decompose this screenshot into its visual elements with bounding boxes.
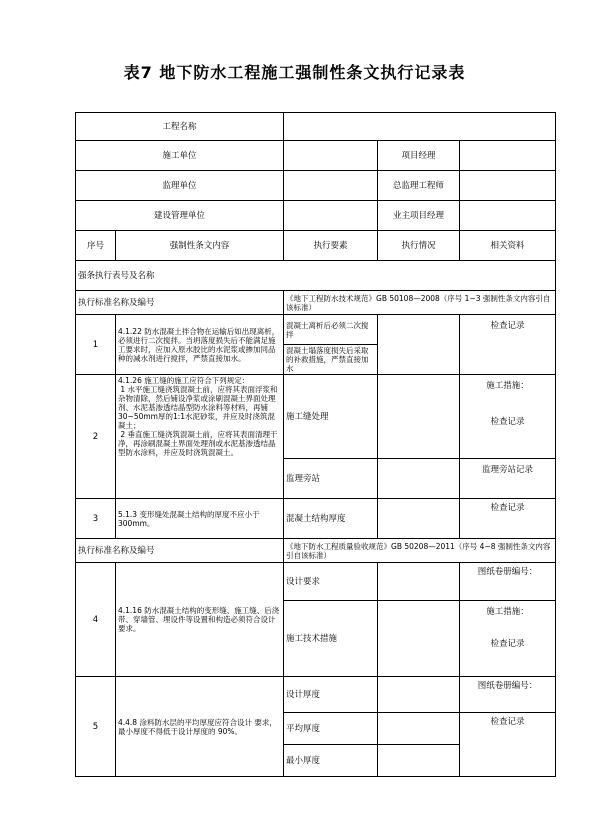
col-no: 序号: [76, 231, 116, 261]
row2-point1: 施工缝处理: [284, 375, 378, 459]
row2-doc-measures: 施工措施：: [486, 381, 529, 391]
owner-unit-label: 建设管理单位: [76, 201, 284, 231]
project-name-label: 工程名称: [76, 113, 284, 141]
row3-no: 3: [76, 499, 116, 539]
row5-doc-check: 检查记录: [460, 713, 556, 777]
owner-manager-value[interactable]: [460, 201, 556, 231]
row4-status2[interactable]: [378, 601, 460, 677]
row3-clause: 5.1.3 变形缝处混凝土结构的厚度不应小于 300mm。: [116, 499, 284, 539]
row1-status[interactable]: [378, 315, 460, 375]
col-clause: 强制性条文内容: [116, 231, 284, 261]
std2-value: 《地下防水工程质量验收规范》GB 50208—2011（序号 4~8 强制性条文内容引自该标准）: [284, 539, 556, 563]
row2-point2: 监理旁站: [284, 459, 378, 499]
row2-clause: 4.1.26 施工缝的施工应符合下列规定： 1 水平施工缝浇筑混凝土前，应将其表面浮浆和杂物清除，然后铺设净浆或涂刷混凝土界面处理剂、水泥基渗透结晶型防水涂料等材料，再铺30~50mm厚的1:1水泥砂浆，并应及时浇筑混凝土； 2 垂直施工缝浇筑混凝土前，应将其表面清理干净，再涂刷混凝土界面处理剂或水泥基渗透结晶型防水涂料，并应及时浇筑混凝土。: [116, 375, 284, 499]
row5-point3: 最小厚度: [284, 745, 378, 777]
row2-docs1: [460, 375, 556, 459]
row5-point1: 设计厚度: [284, 677, 378, 713]
col-points: 执行要素: [284, 231, 378, 261]
page-title: 表7 地下防水工程施工强制性条文执行记录表: [123, 63, 466, 82]
supervision-unit-value[interactable]: [284, 171, 378, 201]
row5-point2: 平均厚度: [284, 713, 378, 745]
row4-doc-check: 检查记录: [490, 639, 525, 649]
std1-value: 《地下工程防水技术规范》GB 50108—2008（序号 1~3 强制性条文内容引自该标准）: [284, 291, 556, 315]
row1-clause: 4.1.22 防水混凝土拌合物在运输后如出现离析，必须进行二次搅拌。当坍落度损失后不能满足施工要求时，应加入原水胶比的水泥浆或掺加同品种的减水剂进行搅拌，严禁直接加水。: [116, 315, 284, 375]
owner-manager-label: 业主项目经理: [378, 201, 460, 231]
owner-unit-value[interactable]: [284, 201, 378, 231]
chief-supervisor-value[interactable]: [460, 171, 556, 201]
row2-doc-supervision: 监理旁站记录: [460, 459, 556, 499]
row5-status1[interactable]: [378, 677, 460, 713]
row4-no: 4: [76, 563, 116, 677]
construction-unit-label: 施工单位: [76, 141, 284, 171]
row4-status1[interactable]: [378, 563, 460, 601]
row4-docs2: [460, 601, 556, 677]
row2-status2[interactable]: [378, 459, 460, 499]
row5-clause: 4.4.8 涂料防水层的平均厚度应符合设计 要求，最小厚度不得低于设计厚度的 90%。: [116, 677, 284, 777]
record-table: [75, 112, 556, 777]
row1-doc: 检查记录: [460, 315, 556, 375]
project-name-value[interactable]: [284, 113, 556, 141]
row2-no: 2: [76, 375, 116, 499]
row4-clause: 4.1.16 防水混凝土结构的变形缝、施工缝、后浇带、穿墙管、埋设件等设置和构造必须符合设计要求。: [116, 563, 284, 677]
row3-doc: 检查记录: [460, 499, 556, 539]
col-docs: 相关资料: [460, 231, 556, 261]
row1-point1: 混凝土离析后必须二次搅拌: [284, 315, 378, 345]
row1-point2: 混凝土塌落度损失后采取的补救措施，严禁直接加水: [284, 345, 378, 375]
row2-status1[interactable]: [378, 375, 460, 459]
ref-table-label: 强条执行表号及名称: [76, 261, 556, 291]
supervision-unit-label: 监理单位: [76, 171, 284, 201]
std1-label: 执行标准名称及编号: [76, 291, 284, 315]
construction-unit-value[interactable]: [284, 141, 378, 171]
row2-doc-check: 检查记录: [490, 417, 525, 427]
row3-status[interactable]: [378, 499, 460, 539]
row5-status3[interactable]: [378, 745, 460, 777]
row5-doc-drawing: 图纸卷册编号：: [460, 677, 556, 713]
row5-no: 5: [76, 677, 116, 777]
row4-point2: 施工技术措施: [284, 601, 378, 677]
row4-point1: 设计要求: [284, 563, 378, 601]
project-manager-value[interactable]: [460, 141, 556, 171]
std2-label: 执行标准名称及编号: [76, 539, 284, 563]
row5-status2[interactable]: [378, 713, 460, 745]
row4-doc-measures: 施工措施：: [486, 607, 529, 617]
row3-point1: 混凝土结构厚度: [284, 499, 378, 539]
row4-doc-drawing: 图纸卷册编号：: [460, 563, 556, 601]
col-status: 执行情况: [378, 231, 460, 261]
chief-supervisor-label: 总监理工程师: [378, 171, 460, 201]
project-manager-label: 项目经理: [378, 141, 460, 171]
row1-no: 1: [76, 315, 116, 375]
